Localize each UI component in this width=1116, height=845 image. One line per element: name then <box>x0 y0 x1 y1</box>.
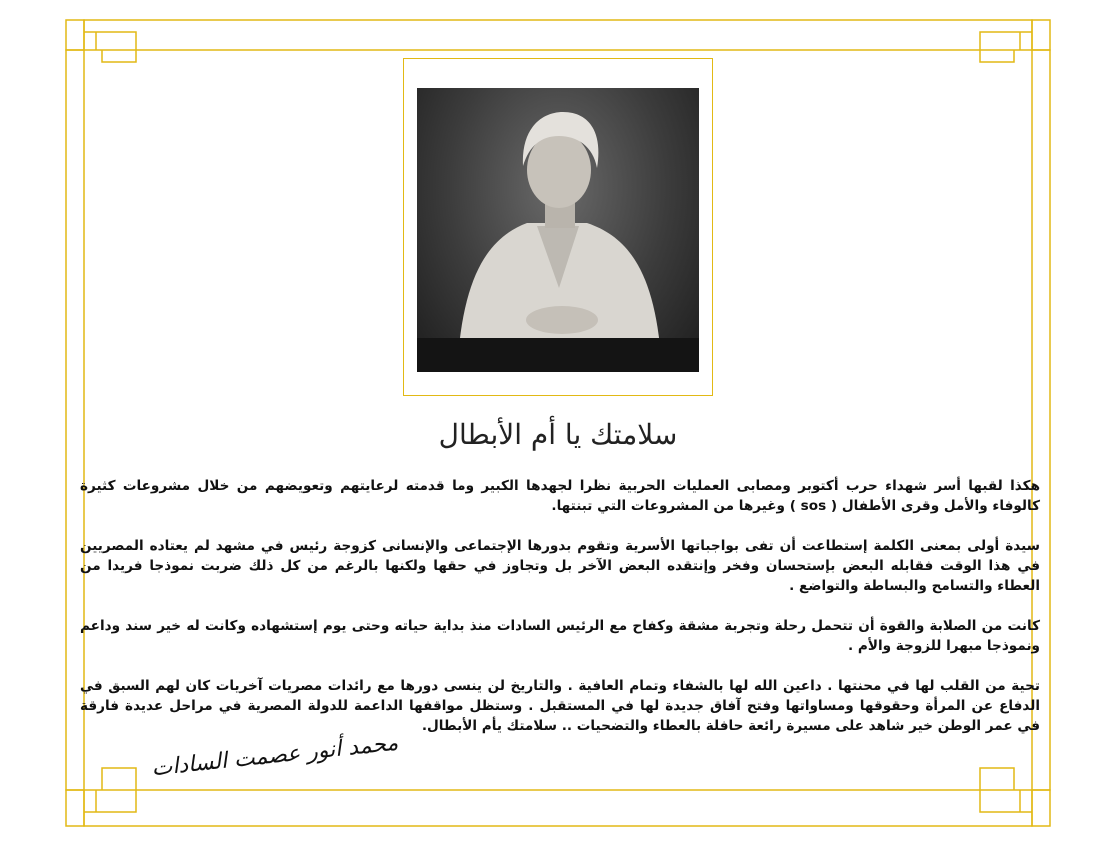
article-body <box>80 476 1040 756</box>
portrait-photo <box>417 88 699 372</box>
paragraph: هكذا لقبها أسر شهداء حرب أكتوبر ومصابى العمليات الحربية نظرا لجهدها الكبير وما قدمته لرعايتهم وتعويضهم من خلال مشروعات كثيرة كالوفاء والأمل وقرى الأطفال ( sos ) وغيرها من المشروعات التي تبنتها. <box>80 478 1040 514</box>
signature: محمد أنور عصمت السادات <box>150 730 400 782</box>
portrait-silhouette <box>417 88 699 372</box>
paragraph: تحية من القلب لها في محنتها . داعين الله لها بالشفاء وتمام العافية . والتاريخ لن ينسى دورها مع رائدات مصريات آخريات كان لهم السبق في الدفاع عن المرأة وحقوقها ومساواتها وفتح آفاق جديدة لها في المستقبل . وستظل مواقفها الداعمة للدولة المصرية في مراحل عديدة فارقة في عمر الوطن خير شاهد على مسيرة رائعة حافلة بالعطاء والتضحيات .. سلامتك يأم الأبطال. <box>80 678 1040 734</box>
paragraph: كانت من الصلابة والقوة أن تتحمل رحلة وتجربة مشقة وكفاح مع الرئيس السادات منذ بداية حياته وحتى يوم إستشهاده وكانت له خير سند وداعم ونموذجا مبهرا للزوجة والأم . <box>80 618 1040 654</box>
page-title: سلامتك يا أم الأبطال <box>438 418 678 451</box>
paragraph: سيدة أولى بمعنى الكلمة إستطاعت أن تفى بواجباتها الأسرية وتقوم بدورها الإجتماعى والإنسانى كزوجة رئيس في مشهد لم يعتاده المصريين في هذا الوقت فقابله البعض بإستحسان وفخر وإنتقده البعض الآخر بل وتجاوز في حقها ولكنها بالرغم من كل ذلك ضربت نموذجا فريدا من العطاء والتسامح والبساطة والتواضع . <box>80 538 1040 594</box>
